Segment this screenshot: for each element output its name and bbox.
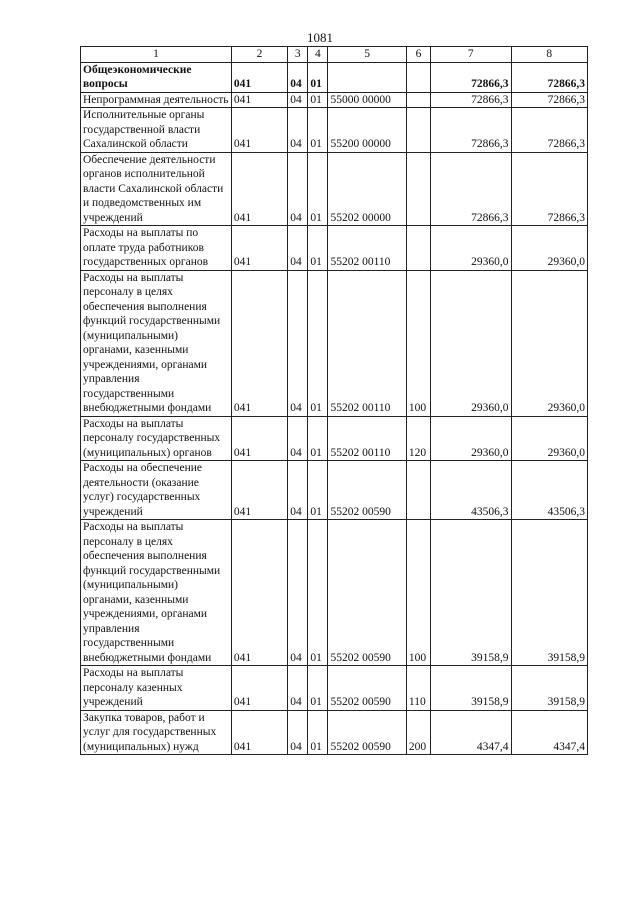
ministry-code: 041 — [231, 62, 287, 92]
table-row — [81, 92, 588, 108]
amount-col8: 39158,9 — [511, 666, 588, 711]
amount-col7: 29360,0 — [431, 416, 511, 461]
table-row — [81, 152, 588, 226]
subsection-code: 01 — [308, 666, 328, 711]
section-code: 04 — [288, 226, 308, 271]
column-number: 8 — [511, 47, 588, 63]
item-name: Расходы на выплаты персоналу в целях обеспечения выполнения функций государственными (муниципальными) органами, казенными учреждениями, органами управления государственными внебюджетными фондами — [81, 270, 232, 416]
amount-col8: 39158,9 — [511, 520, 588, 666]
column-number: 5 — [328, 47, 406, 63]
amount-col8: 72866,3 — [511, 108, 588, 153]
section-code: 04 — [288, 461, 308, 520]
table-row — [81, 520, 588, 666]
ministry-code: 041 — [231, 152, 287, 226]
table-row — [81, 666, 588, 711]
ministry-code: 041 — [231, 92, 287, 108]
target-article-code: 55202 00590 — [328, 666, 406, 711]
subsection-code: 01 — [308, 270, 328, 416]
expense-type-code: 200 — [406, 710, 430, 755]
item-name: Расходы на выплаты персоналу в целях обеспечения выполнения функций государственными (муниципальными) органами, казенными учреждениями, органами управления государственными внебюджетными фондами — [81, 520, 232, 666]
column-number: 2 — [231, 47, 287, 63]
amount-col7: 29360,0 — [431, 270, 511, 416]
amount-col8: 72866,3 — [511, 152, 588, 226]
section-code: 04 — [288, 520, 308, 666]
amount-col8: 29360,0 — [511, 270, 588, 416]
ministry-code: 041 — [231, 520, 287, 666]
ministry-code: 041 — [231, 710, 287, 755]
ministry-code: 041 — [231, 461, 287, 520]
amount-col8: 72866,3 — [511, 92, 588, 108]
section-code: 04 — [288, 62, 308, 92]
amount-col7: 4347,4 — [431, 710, 511, 755]
table-row — [81, 108, 588, 153]
amount-col8: 43506,3 — [511, 461, 588, 520]
subsection-code: 01 — [308, 92, 328, 108]
item-name: Расходы на выплаты по оплате труда работников государственных органов — [81, 226, 232, 271]
item-name: Закупка товаров, работ и услуг для государственных (муниципальных) нужд — [81, 710, 232, 755]
amount-col7: 72866,3 — [431, 92, 511, 108]
amount-col8: 29360,0 — [511, 226, 588, 271]
item-name: Расходы на выплаты персоналу казенных учреждений — [81, 666, 232, 711]
table-row — [81, 710, 588, 755]
amount-col7: 72866,3 — [431, 108, 511, 153]
table-body — [81, 62, 588, 755]
amount-col7: 29360,0 — [431, 226, 511, 271]
section-code: 04 — [288, 92, 308, 108]
expense-type-code — [406, 108, 430, 153]
subsection-code: 01 — [308, 62, 328, 92]
table-row — [81, 226, 588, 271]
expense-type-code: 100 — [406, 270, 430, 416]
amount-col7: 43506,3 — [431, 461, 511, 520]
target-article-code: 55200 00000 — [328, 108, 406, 153]
item-name: Расходы на выплаты персоналу государственных (муниципальных) органов — [81, 416, 232, 461]
subsection-code: 01 — [308, 152, 328, 226]
column-number: 1 — [81, 47, 232, 63]
target-article-code: 55202 00000 — [328, 152, 406, 226]
target-article-code: 55202 00590 — [328, 520, 406, 666]
target-article-code — [328, 62, 406, 92]
section-code: 04 — [288, 416, 308, 461]
item-name: Общеэкономические вопросы — [81, 62, 232, 92]
amount-col8: 29360,0 — [511, 416, 588, 461]
ministry-code: 041 — [231, 666, 287, 711]
item-name: Расходы на обеспечение деятельности (оказание услуг) государственных учреждений — [81, 461, 232, 520]
subsection-code: 01 — [308, 710, 328, 755]
ministry-code: 041 — [231, 108, 287, 153]
section-code: 04 — [288, 108, 308, 153]
table-row — [81, 416, 588, 461]
section-code: 04 — [288, 710, 308, 755]
amount-col7: 72866,3 — [431, 152, 511, 226]
page-number: 1081 — [307, 30, 333, 45]
expense-type-code: 120 — [406, 416, 430, 461]
section-code: 04 — [288, 152, 308, 226]
amount-col7: 39158,9 — [431, 520, 511, 666]
column-number: 4 — [308, 47, 328, 63]
ministry-code: 041 — [231, 226, 287, 271]
amount-col8: 4347,4 — [511, 710, 588, 755]
target-article-code: 55000 00000 — [328, 92, 406, 108]
target-article-code: 55202 00110 — [328, 416, 406, 461]
column-number: 6 — [406, 47, 430, 63]
table-row — [81, 62, 588, 92]
item-name: Непрограммная деятельность — [81, 92, 232, 108]
target-article-code: 55202 00110 — [328, 270, 406, 416]
expense-type-code: 110 — [406, 666, 430, 711]
column-number: 7 — [431, 47, 511, 63]
subsection-code: 01 — [308, 461, 328, 520]
expense-type-code — [406, 226, 430, 271]
ministry-code: 041 — [231, 270, 287, 416]
subsection-code: 01 — [308, 108, 328, 153]
subsection-code: 01 — [308, 226, 328, 271]
subsection-code: 01 — [308, 520, 328, 666]
expense-type-code — [406, 461, 430, 520]
expense-type-code: 100 — [406, 520, 430, 666]
amount-col7: 39158,9 — [431, 666, 511, 711]
section-code: 04 — [288, 666, 308, 711]
expense-type-code — [406, 62, 430, 92]
table-row — [81, 461, 588, 520]
section-code: 04 — [288, 270, 308, 416]
target-article-code: 55202 00590 — [328, 710, 406, 755]
item-name: Обеспечение деятельности органов исполнительной власти Сахалинской области и подведомственных им учреждений — [81, 152, 232, 226]
table-row — [81, 270, 588, 416]
column-number: 3 — [288, 47, 308, 63]
subsection-code: 01 — [308, 416, 328, 461]
ministry-code: 041 — [231, 416, 287, 461]
budget-table — [80, 46, 588, 755]
column-number-row — [81, 47, 588, 63]
target-article-code: 55202 00110 — [328, 226, 406, 271]
amount-col7: 72866,3 — [431, 62, 511, 92]
expense-type-code — [406, 92, 430, 108]
amount-col8: 72866,3 — [511, 62, 588, 92]
expense-type-code — [406, 152, 430, 226]
target-article-code: 55202 00590 — [328, 461, 406, 520]
item-name: Исполнительные органы государственной власти Сахалинской области — [81, 108, 232, 153]
